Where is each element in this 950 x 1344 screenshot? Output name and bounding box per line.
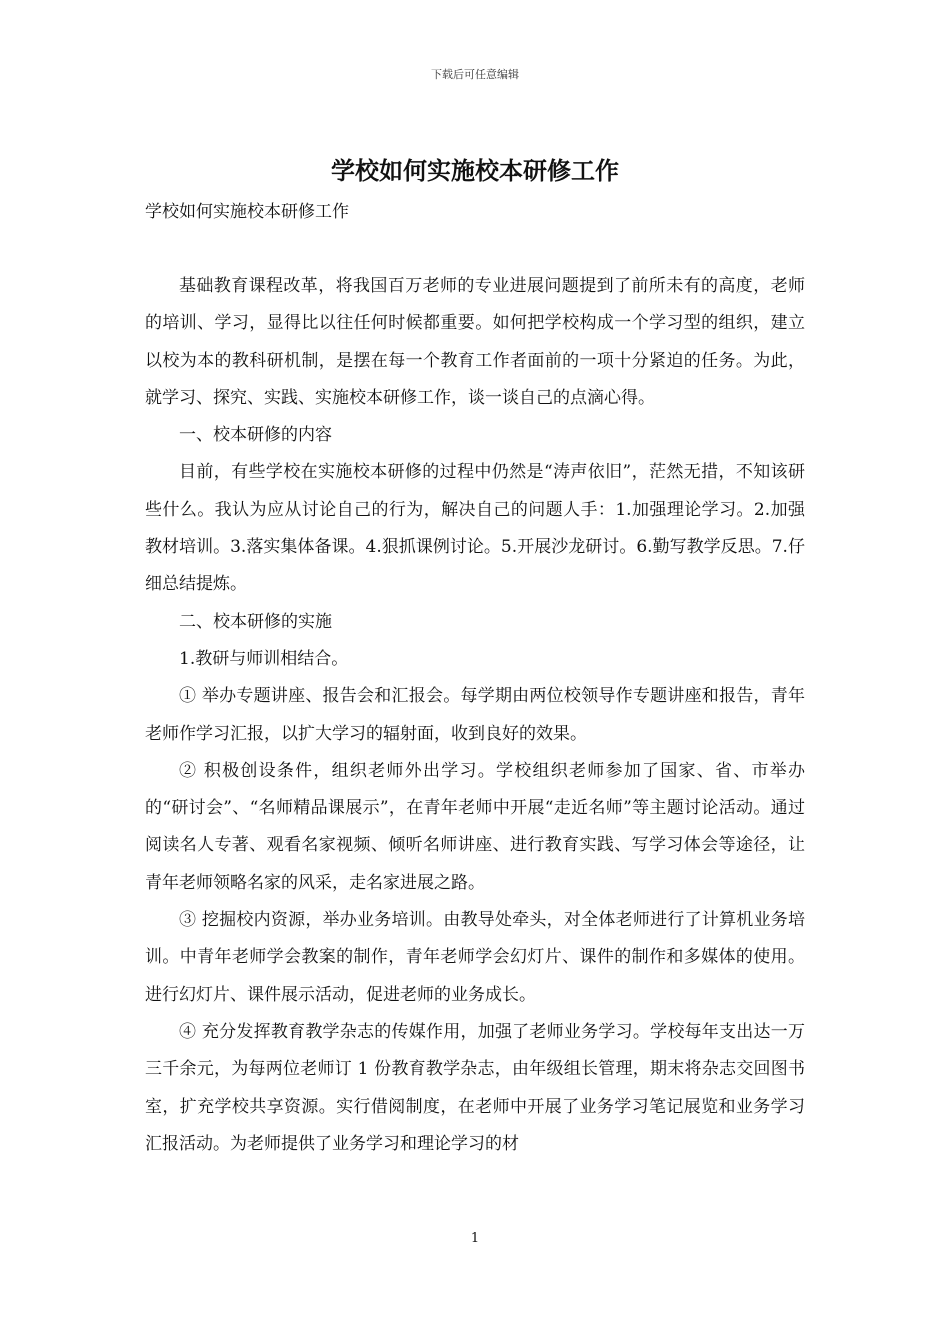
paragraph-item-1: ① 举办专题讲座、报告会和汇报会。每学期由两位校领导作专题讲座和报告，青年老师作学习汇报，以扩大学习的辐射面，收到良好的效果。	[145, 686, 805, 744]
paragraph-intro: 基础教育课程改革，将我国百万老师的专业进展问题提到了前所未有的高度，老师的培训、学习，显得比以往任何时候都重要。如何把学校构成一个学习型的组织，建立以校为本的教科研机制，是摆在每一个教育工作者面前的一项十分紧迫的任务。为此，就学习、探究、实践、实施校本研修工作，谈一谈自己的点滴心得。	[145, 276, 805, 408]
paragraph-item-4: ④ 充分发挥教育教学杂志的传媒作用，加强了老师业务学习。学校每年支出达一万三千余元，为每两位老师订 1 份教育教学杂志，由年级组长管理，期末将杂志交回图书室，扩充学校共享资源。实行借阅制度，在老师中开展了业务学习笔记展览和业务学习汇报活动。为老师提供了业务学习和理论学习的材	[145, 1021, 805, 1154]
paragraph-item-2: ② 积极创设条件，组织老师外出学习。学校组织老师参加了国家、省、市举办的“研讨会”、“名师精品课展示”，在青年老师中开展“走近名师”等主题讨论活动。通过阅读名人专著、观看名家视频、倾听名师讲座、进行教育实践、写学习体会等途径，让青年老师领略名家的风采，走名家进展之路。	[145, 760, 805, 893]
paragraph-item-3: ③ 挖掘校内资源，举办业务培训。由教导处牵头，对全体老师进行了计算机业务培训。中青年老师学会教案的制作，青年老师学会幻灯片、课件的制作和多媒体的使用。进行幻灯片、课件展示活动，促进老师的业务成长。	[145, 910, 805, 1005]
page-header-note: 下载后可任意编辑	[431, 68, 519, 81]
page-number: 1	[470, 1231, 480, 1246]
document-body	[145, 268, 805, 1163]
subsection-heading-training: 1.教研与师训相结合。	[179, 648, 349, 669]
document-title: 学校如何实施校本研修工作	[331, 156, 619, 185]
document-subtitle: 学校如何实施校本研修工作	[145, 202, 349, 222]
section-heading-content: 一、校本研修的内容	[179, 425, 332, 446]
paragraph-content: 目前，有些学校在实施校本研修的过程中仍然是“涛声依旧”，茫然无措，不知该研些什么。我认为应从讨论自己的行为，解决自己的问题人手：1.加强理论学习。2.加强教材培训。3.落实集体备课。4.狠抓课例讨论。5.开展沙龙研讨。6.勤写教学反思。7.仔细总结提炼。	[145, 462, 805, 595]
section-heading-implementation: 二、校本研修的实施	[179, 611, 332, 632]
